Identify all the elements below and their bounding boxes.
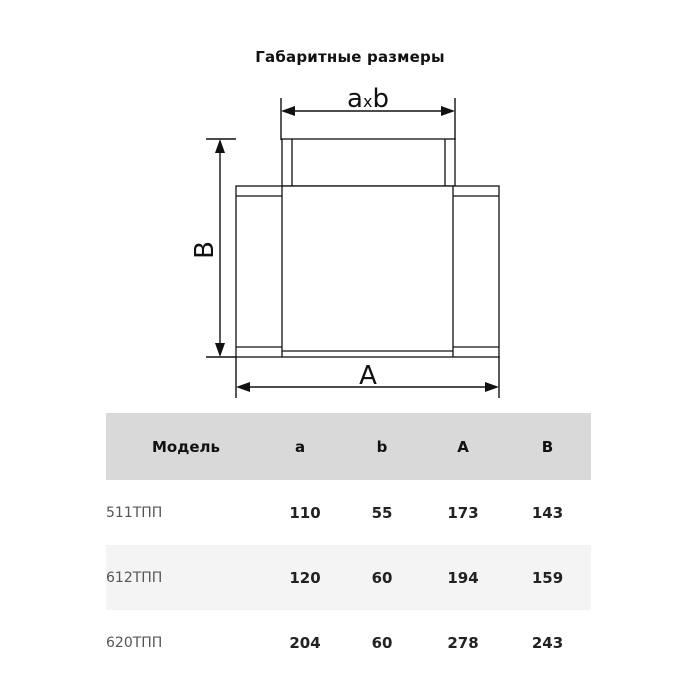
- header-a: a: [294, 437, 306, 456]
- cell-model: 511ТПП: [106, 504, 163, 521]
- axb-label-x: x: [362, 92, 373, 111]
- table-row: [106, 480, 591, 545]
- axb-arrow-left: [281, 106, 295, 116]
- cell-b: 60: [371, 568, 393, 587]
- cell-b: 55: [371, 503, 393, 522]
- header-B: B: [541, 437, 554, 456]
- B-arrow-top: [215, 139, 225, 153]
- table-row: [106, 610, 591, 675]
- cell-B: 243: [531, 633, 564, 652]
- axb-arrow-right: [441, 106, 455, 116]
- dimensions-table: [106, 413, 591, 675]
- cell-A: 194: [447, 568, 479, 587]
- header-b: b: [376, 437, 388, 456]
- B-arrow-bottom: [215, 343, 225, 357]
- cell-model: 612ТПП: [106, 569, 163, 586]
- page-title: Габаритные размеры: [255, 48, 445, 66]
- cell-b: 60: [371, 633, 393, 652]
- A-label: A: [359, 361, 377, 391]
- axb-label-b: b: [372, 84, 389, 114]
- header-model: Модель: [152, 437, 220, 456]
- axb-label: [347, 84, 389, 114]
- A-arrow-right: [485, 382, 499, 392]
- table-row: [106, 545, 591, 610]
- cell-model: 620ТПП: [106, 634, 163, 651]
- axb-label-a: a: [347, 84, 363, 114]
- cell-A: 173: [447, 503, 479, 522]
- cell-B: 143: [531, 503, 564, 522]
- cell-B: 159: [531, 568, 564, 587]
- cell-a: 110: [289, 503, 321, 522]
- cell-A: 278: [447, 633, 479, 652]
- header-A: A: [457, 437, 469, 456]
- table-header-row: [106, 413, 591, 480]
- tee-body: [236, 139, 499, 357]
- A-arrow-left: [236, 382, 250, 392]
- cell-a: 120: [289, 568, 321, 587]
- B-label: B: [190, 241, 220, 259]
- cell-a: 204: [289, 633, 321, 652]
